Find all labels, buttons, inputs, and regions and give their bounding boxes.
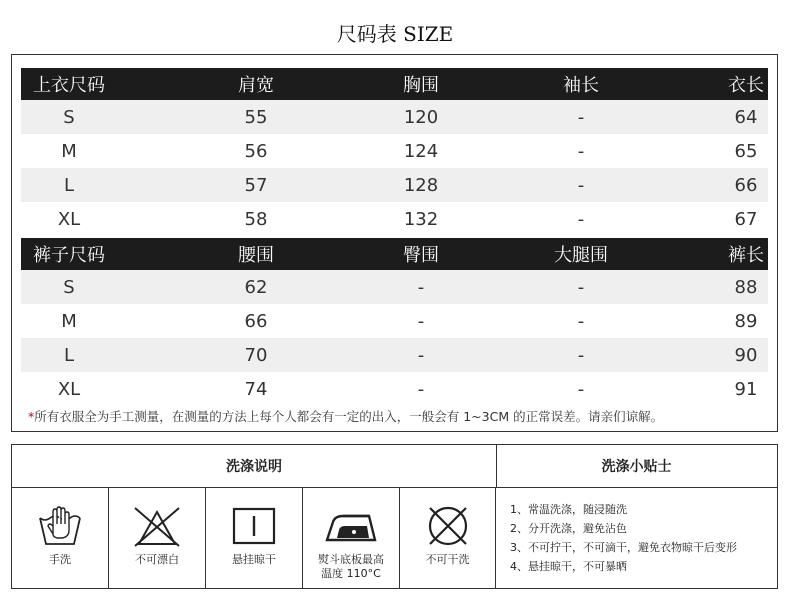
no-dry-clean-icon: [400, 504, 495, 548]
header-cell: 肩宽: [238, 75, 274, 96]
page-title: 尺码表 SIZE: [336, 22, 454, 46]
table-cell: 66: [244, 310, 268, 332]
care-label: 不可干洗: [425, 553, 470, 566]
table-cell: M: [61, 310, 77, 332]
header-cell: 裤长: [728, 245, 764, 266]
table-cell: 124: [403, 140, 439, 162]
header-cell: 衣长: [728, 75, 764, 96]
table-cell: 64: [734, 106, 758, 128]
table-cell: -: [577, 310, 585, 332]
pants-size-header: [21, 238, 768, 270]
hand-wash-icon: [12, 504, 108, 548]
table-row: [21, 100, 768, 134]
care-label-line1: 熨斗底板最高: [318, 553, 384, 566]
care-label-line2: 温度 110°C: [321, 567, 381, 580]
care-label: [303, 553, 399, 581]
table-cell: 65: [734, 140, 758, 162]
size-table: [11, 54, 778, 432]
care-label: 悬挂晾干: [232, 553, 276, 566]
top-size-header: [21, 68, 768, 100]
table-cell: -: [577, 106, 585, 128]
wash-instructions-title: 洗涤说明: [12, 445, 497, 488]
table-cell: 74: [244, 378, 268, 400]
table-cell: 128: [403, 174, 439, 196]
care-item-hand-wash: [12, 487, 109, 588]
table-cell: 57: [244, 174, 268, 196]
table-cell: 132: [403, 208, 439, 230]
table-cell: -: [577, 140, 585, 162]
table-cell: 67: [734, 208, 758, 230]
table-cell: S: [63, 276, 75, 298]
note-text: 所有衣服全为手工测量，在测量的方法上每个人都会有一定的出入，一般会有 1~3CM 的正常误差。请亲们谅解。: [34, 409, 664, 424]
table-cell: XL: [57, 378, 81, 400]
table-row: [21, 168, 768, 202]
table-cell: 66: [734, 174, 758, 196]
table-cell: 58: [244, 208, 268, 230]
wash-tip: 1、常温洗涤，随浸随洗: [510, 503, 627, 516]
table-cell: 62: [244, 276, 268, 298]
care-item-no-dry-clean: [400, 487, 496, 588]
table-cell: -: [577, 378, 585, 400]
table-cell: 120: [403, 106, 439, 128]
table-cell: 91: [734, 378, 758, 400]
header-cell: 臀围: [403, 245, 439, 266]
table-cell: M: [61, 140, 77, 162]
wash-tip: 3、不可拧干，不可滴干，避免衣物晾干后变形: [510, 541, 737, 554]
table-row: [21, 270, 768, 304]
table-cell: L: [63, 344, 75, 366]
table-cell: -: [417, 344, 425, 366]
table-cell: 90: [734, 344, 758, 366]
table-cell: -: [577, 208, 585, 230]
table-cell: XL: [57, 208, 81, 230]
header-cell: 腰围: [238, 245, 274, 266]
table-row: [21, 304, 768, 338]
wash-tips-list: [510, 500, 737, 576]
table-cell: S: [63, 106, 75, 128]
no-bleach-icon: [109, 504, 205, 548]
table-cell: 70: [244, 344, 268, 366]
table-cell: -: [577, 344, 585, 366]
table-cell: -: [577, 174, 585, 196]
care-item-hang-dry: [206, 487, 303, 588]
wash-tip: 2、分开洗涤，避免沾色: [510, 522, 627, 535]
header-cell: 胸围: [403, 75, 439, 96]
table-cell: -: [577, 276, 585, 298]
header-cell: 裤子尺码: [33, 245, 105, 266]
care-item-iron: [303, 487, 400, 588]
table-cell: -: [417, 310, 425, 332]
wash-tip: 4、悬挂晾干，不可暴晒: [510, 560, 627, 573]
care-label: 不可漂白: [135, 553, 179, 566]
table-cell: -: [417, 378, 425, 400]
table-cell: 55: [244, 106, 268, 128]
table-row: [21, 338, 768, 372]
care-item-no-bleach: [109, 487, 206, 588]
table-cell: -: [417, 276, 425, 298]
note-asterisk: *: [28, 409, 35, 424]
table-cell: 88: [734, 276, 758, 298]
table-cell: 89: [734, 310, 758, 332]
table-cell: L: [63, 174, 75, 196]
measurement-note: [28, 407, 663, 425]
header-cell: 大腿围: [554, 245, 608, 266]
table-cell: 56: [244, 140, 268, 162]
table-row: [21, 372, 768, 406]
table-row: [21, 134, 768, 168]
wash-tips-title: 洗涤小贴士: [496, 445, 777, 488]
header-cell: 袖长: [563, 75, 599, 96]
care-label: 手洗: [49, 553, 71, 566]
iron-icon: [303, 504, 399, 548]
table-row: [21, 202, 768, 236]
hang-dry-icon: [206, 504, 302, 548]
header-cell: 上衣尺码: [33, 75, 105, 96]
